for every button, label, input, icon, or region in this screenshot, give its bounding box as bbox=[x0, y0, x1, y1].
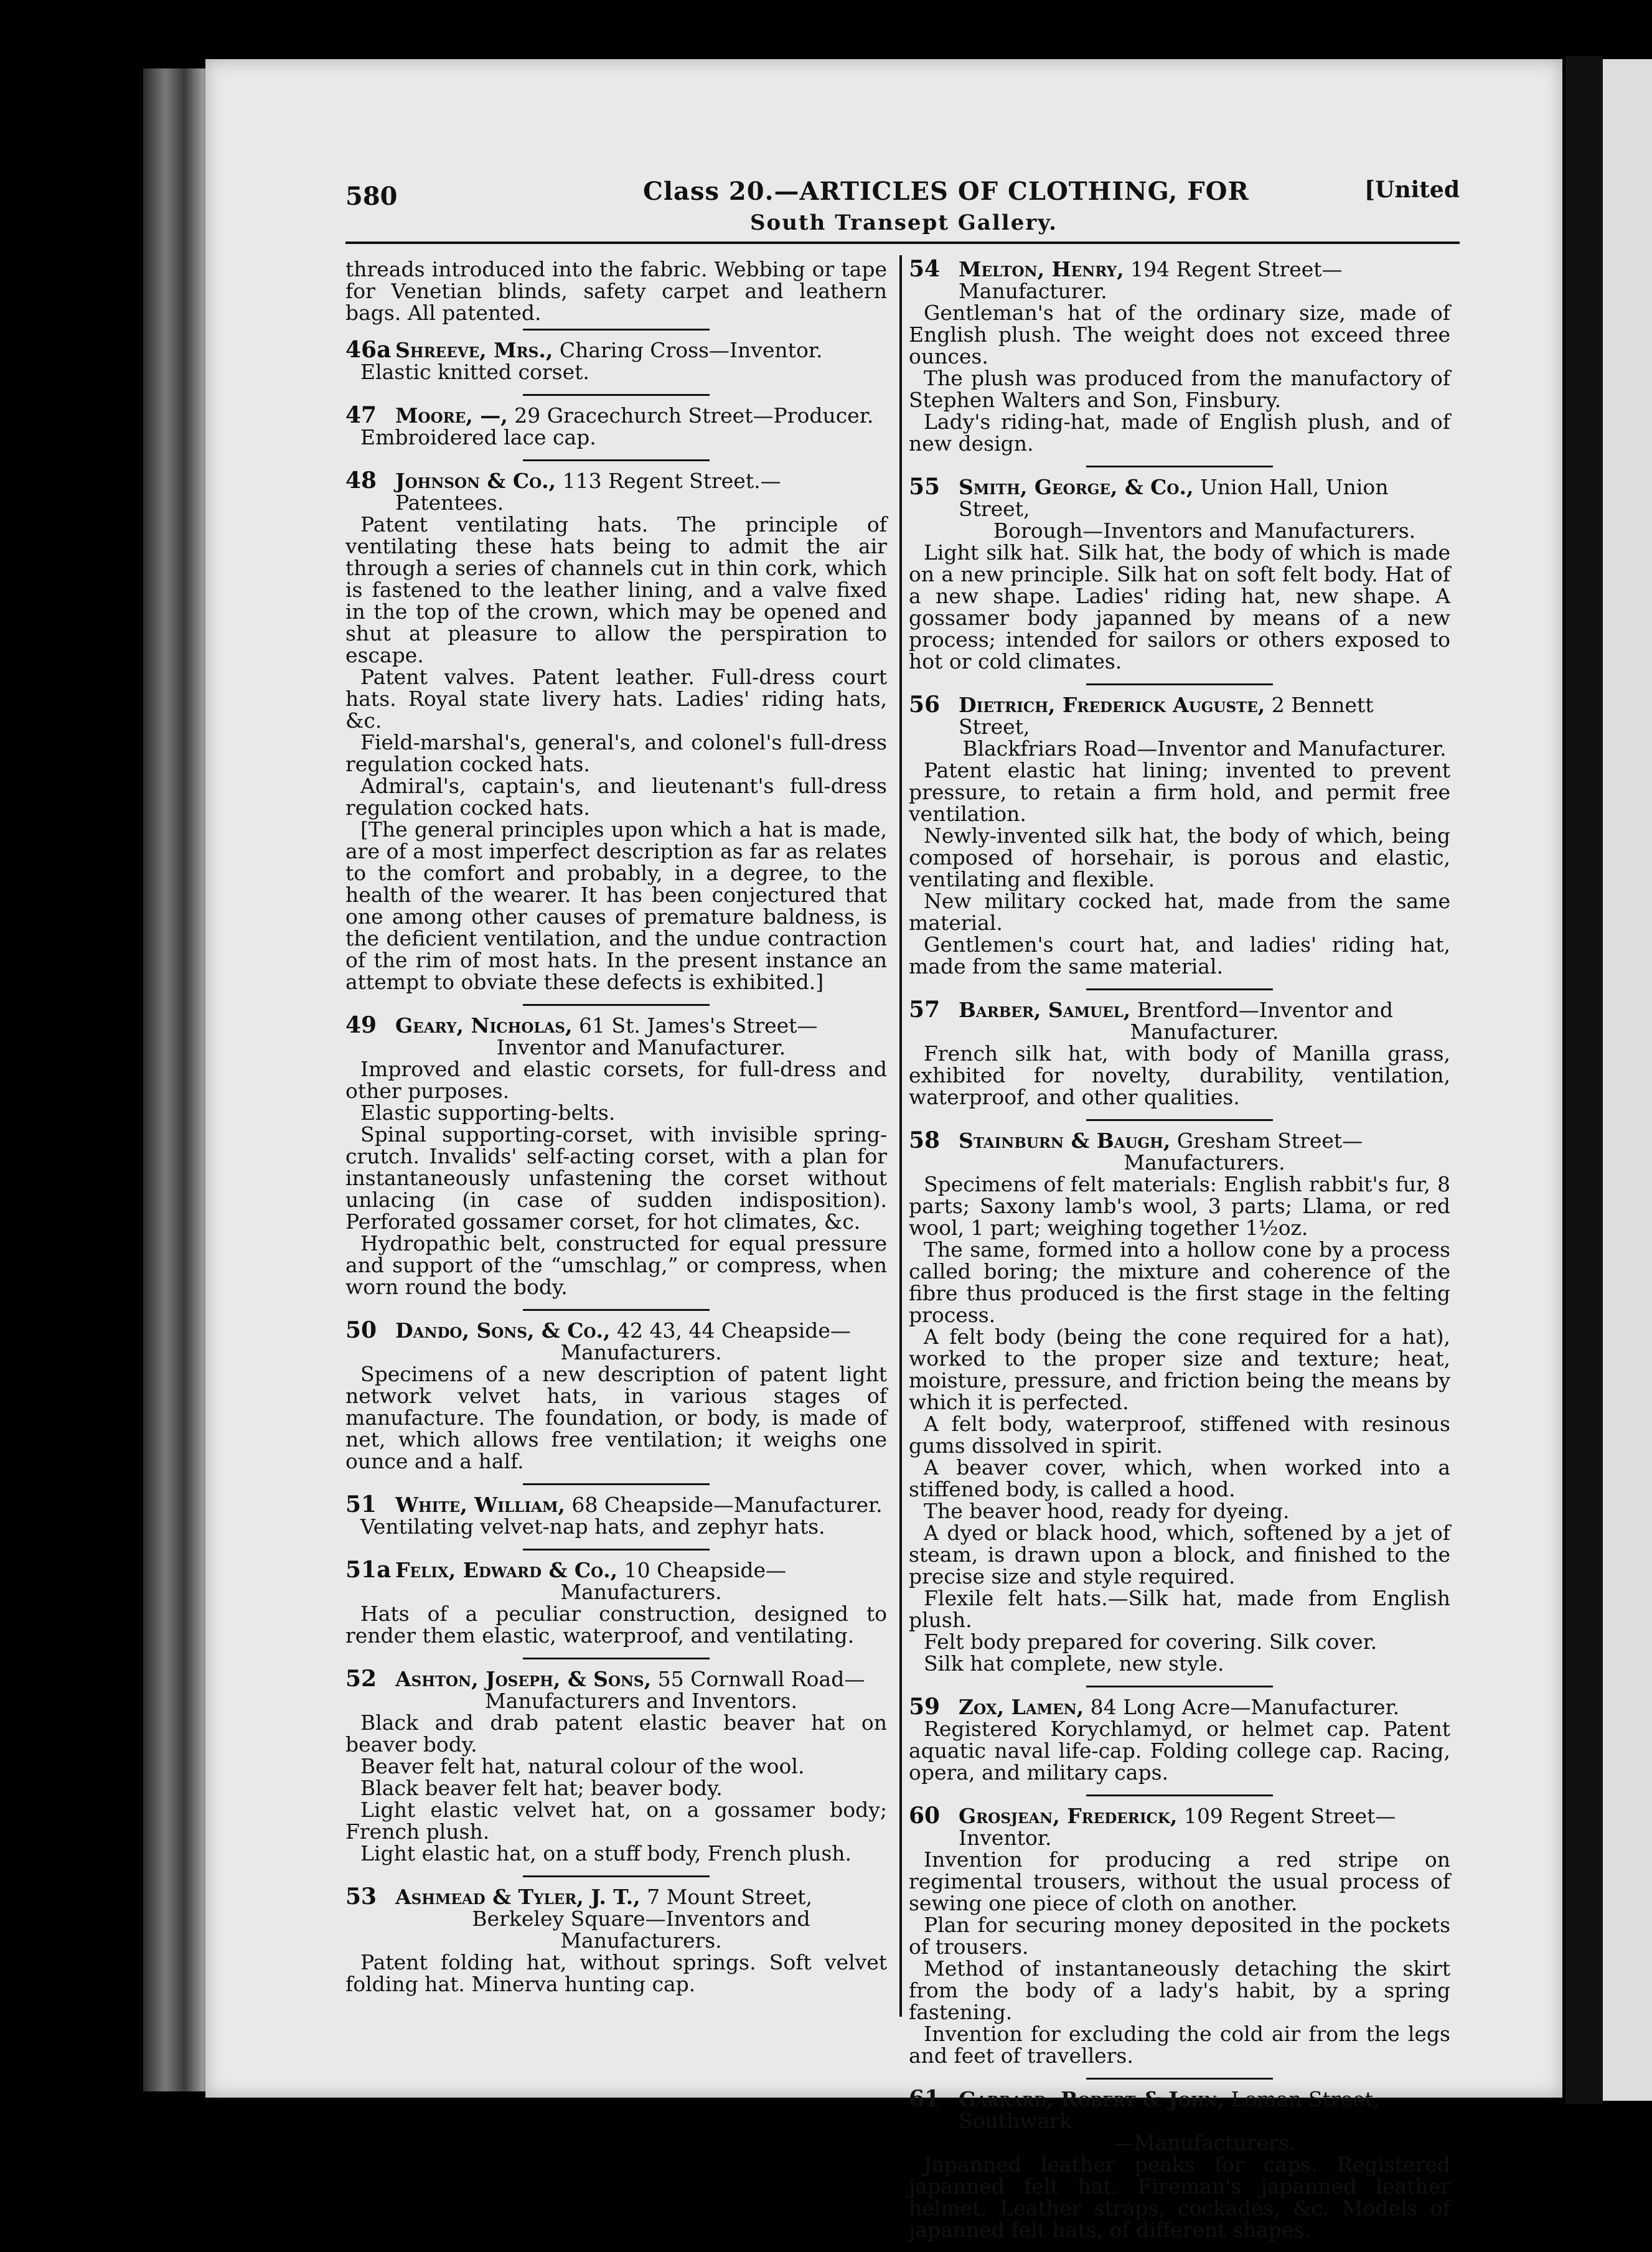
column-rule bbox=[899, 255, 902, 2017]
entry-text: Beaver felt hat, natural colour of the wool. bbox=[360, 1754, 805, 1778]
entry-text: Improved and elastic corsets, for full-dress and other purposes. bbox=[345, 1057, 887, 1103]
entry-text: A dyed or black hood, which, softened by a jet of steam, is drawn upon a block, and finished to the precise size and style required. bbox=[909, 1521, 1450, 1588]
exhibitor-name: Shreeve, Mrs., bbox=[395, 338, 553, 362]
exhibitor-address: 109 Regent Street—Inventor. bbox=[959, 1804, 1396, 1850]
exhibit-number: 58 bbox=[909, 1127, 941, 1153]
entry-text: Patent elastic hat lining; invented to prevent pressure, to retain a firm hold, and permit free ventilation. bbox=[909, 758, 1450, 826]
exhibit-entry bbox=[345, 339, 887, 383]
running-head bbox=[345, 174, 1460, 243]
exhibit-entry bbox=[909, 476, 1450, 672]
exhibitor-name: Ashton, Joseph, & Sons, bbox=[395, 1667, 652, 1691]
exhibit-entry bbox=[345, 1317, 887, 1473]
entry-heading bbox=[909, 2088, 1450, 2154]
exhibitor-address: 113 Regent Street.—Patentees. bbox=[395, 469, 781, 515]
exhibitor-address: 68 Cheapside—Manufacturer. bbox=[571, 1493, 883, 1517]
exhibitor-name: Felix, Edward & Co., bbox=[395, 1558, 618, 1582]
entry-heading bbox=[345, 1886, 887, 1951]
exhibitor-address: Gresham Street— bbox=[1176, 1128, 1363, 1153]
entry-text: Elastic knitted corset. bbox=[360, 360, 589, 384]
entry-rule bbox=[523, 459, 710, 461]
exhibitor-name: Ashmead & Tyler, J. T., bbox=[395, 1885, 641, 1909]
exhibitor-address: 42 43, 44 Cheapside— bbox=[616, 1318, 851, 1343]
entry-text: [The general principles upon which a hat is made, are of a most imperfect description as far as relates to the comfort and probably, in a degree, to the health of the wearer. It has been conjectured that one among other causes of premature baldness, is the deficient ventilation, and the undue contraction of the rim of most hats. In the present instance an attempt to obviate these defects is exhibited.] bbox=[345, 817, 887, 994]
entry-rule bbox=[523, 329, 710, 331]
exhibit-number: 54 bbox=[909, 256, 941, 282]
exhibitor-name: Barber, Samuel, bbox=[959, 998, 1131, 1022]
exhibit-number: 59 bbox=[909, 1694, 941, 1720]
exhibitor-role: Borough—Inventors and Manufacturers. bbox=[993, 518, 1416, 543]
entry-heading bbox=[909, 1127, 1450, 1175]
entry-text: Invention for producing a red stripe on regimental trousers, without the usual process of sewing one piece of cloth on another. bbox=[909, 1847, 1450, 1915]
entry-text: French silk hat, with body of Manilla grass, exhibited for novelty, durability, ventilation, waterproof, and other qualities. bbox=[909, 1041, 1450, 1109]
entry-heading bbox=[909, 1805, 1450, 1849]
exhibit-number: 61 bbox=[909, 2086, 941, 2112]
exhibitor-name: Geary, Nicholas, bbox=[395, 1013, 573, 1038]
exhibitor-role: Manufacturer. bbox=[1130, 1020, 1279, 1044]
exhibitor-role: Manufacturers and Inventors. bbox=[485, 1689, 797, 1713]
exhibit-number: 47 bbox=[345, 402, 377, 428]
entry-text: A beaver cover, which, when worked into a stiffened body, is called a hood. bbox=[909, 1455, 1450, 1501]
exhibit-entry bbox=[345, 1668, 887, 1864]
exhibit-entry bbox=[909, 2088, 1450, 2241]
entry-text: Patent folding hat, without springs. Soft velvet folding hat. Minerva hunting cap. bbox=[345, 1950, 887, 1996]
exhibitor-name: Grosjean, Frederick, bbox=[959, 1804, 1178, 1828]
entry-heading bbox=[909, 476, 1450, 542]
country-heading: [United bbox=[1364, 177, 1460, 203]
exhibitor-address: 61 St. James's Street— bbox=[578, 1013, 818, 1038]
entry-text: Newly-invented silk hat, the body of which, being composed of horsehair, is porous and elastic, ventilating and flexible. bbox=[909, 823, 1450, 891]
exhibit-number: 56 bbox=[909, 692, 941, 718]
exhibitor-role: Inventor and Manufacturer. bbox=[496, 1035, 786, 1059]
entry-heading bbox=[909, 999, 1450, 1043]
exhibit-number: 52 bbox=[345, 1666, 377, 1692]
exhibitor-address: 194 Regent Street—Manufacturer. bbox=[959, 257, 1343, 303]
continuation-text: threads introduced into the fabric. Webbing or tape for Venetian blinds, safety carpet and leathern bags. All patented. bbox=[345, 257, 887, 325]
exhibitor-address: 84 Long Acre—Manufacturer. bbox=[1090, 1695, 1400, 1719]
entry-text: Light elastic hat, on a stuff body, French plush. bbox=[360, 1841, 852, 1865]
exhibit-number: 48 bbox=[345, 467, 377, 494]
entry-rule bbox=[523, 1875, 710, 1877]
entry-text: Admiral's, captain's, and lieutenant's full-dress regulation cocked hats. bbox=[345, 774, 887, 820]
entry-rule bbox=[1086, 683, 1273, 685]
exhibitor-name: Stainburn & Baugh, bbox=[959, 1128, 1171, 1153]
exhibitor-name: Moore, —, bbox=[395, 403, 508, 428]
exhibit-number: 46a bbox=[345, 337, 392, 363]
entry-text: Field-marshal's, general's, and colonel's full-dress regulation cocked hats. bbox=[345, 730, 887, 776]
entry-heading bbox=[909, 258, 1450, 302]
entry-rule bbox=[523, 394, 710, 396]
entry-text: Lady's riding-hat, made of English plush, and of new design. bbox=[909, 410, 1450, 456]
exhibitor-name: Dando, Sons, & Co., bbox=[395, 1318, 611, 1343]
entry-heading bbox=[909, 694, 1450, 759]
entry-rule bbox=[1086, 988, 1273, 990]
entry-text: Patent ventilating hats. The principle of ventilating these hats being to admit the air through a series of channels cut in thin cork, which is fastened to the leather lining, and a valve fixed in the top of the crown, which may be opened and shut at pleasure to allow the perspiration to escape. bbox=[345, 512, 887, 667]
exhibit-entry bbox=[909, 1127, 1450, 1676]
entry-text: Black and drab patent elastic beaver hat on beaver body. bbox=[345, 1710, 887, 1757]
exhibitor-address: Loman Street, Southwark bbox=[959, 2087, 1380, 2133]
entry-text: Ventilating velvet-nap hats, and zephyr hats. bbox=[360, 1514, 825, 1539]
entry-text: Gentlemen's court hat, and ladies' riding hat, made from the same material. bbox=[909, 932, 1450, 978]
entry-heading bbox=[909, 1696, 1450, 1718]
exhibit-number: 60 bbox=[909, 1803, 941, 1829]
entry-text: Gentleman's hat of the ordinary size, made of English plush. The weight does not exceed three ounces. bbox=[909, 301, 1450, 368]
entry-rule bbox=[523, 1309, 710, 1311]
exhibitor-address: Brentford—Inventor and bbox=[1137, 998, 1394, 1022]
entry-text: Silk hat complete, new style. bbox=[924, 1651, 1224, 1676]
exhibitor-address: 55 Cornwall Road— bbox=[657, 1667, 865, 1691]
entry-rule bbox=[523, 1658, 710, 1659]
header-rule bbox=[345, 242, 1460, 244]
class-title: Class 20.—ARTICLES OF CLOTHING, FOR bbox=[643, 177, 1249, 206]
exhibitor-role: Berkeley Square—Inventors and Manufacturers. bbox=[472, 1907, 810, 1953]
exhibit-number: 51a bbox=[345, 1557, 392, 1583]
exhibitor-address: Charing Cross—Inventor. bbox=[559, 338, 823, 362]
entry-rule bbox=[1086, 2078, 1273, 2080]
exhibit-number: 49 bbox=[345, 1012, 377, 1038]
exhibit-number: 55 bbox=[909, 474, 941, 500]
entry-heading bbox=[345, 467, 887, 515]
entry-text: Embroidered lace cap. bbox=[360, 425, 596, 449]
entry-rule bbox=[523, 1004, 710, 1006]
exhibitor-name: Dietrich, Frederick Auguste, bbox=[959, 693, 1265, 717]
left-column bbox=[345, 258, 887, 2006]
entry-heading bbox=[345, 1559, 887, 1603]
entry-rule bbox=[523, 1483, 710, 1485]
exhibit-entry bbox=[345, 1559, 887, 1646]
entry-text: The beaver hood, ready for dyeing. bbox=[924, 1499, 1290, 1523]
exhibit-entry bbox=[345, 1491, 887, 1539]
exhibitor-name: Garrard, Robert & John, bbox=[959, 2087, 1225, 2111]
exhibitor-role: Manufacturers. bbox=[560, 1580, 722, 1604]
entry-heading bbox=[345, 402, 887, 428]
gallery-heading: South Transept Gallery. bbox=[750, 210, 1058, 235]
exhibitor-role: Manufacturers. bbox=[560, 1340, 722, 1364]
entry-rule bbox=[1086, 1119, 1273, 1121]
exhibitor-address: 2 Bennett Street, bbox=[959, 693, 1374, 739]
entry-heading bbox=[345, 1317, 887, 1364]
facing-page-edge bbox=[1603, 59, 1652, 2101]
exhibit-entry bbox=[345, 1012, 887, 1299]
exhibit-entry bbox=[909, 1805, 1450, 2067]
exhibitor-name: White, William, bbox=[395, 1493, 565, 1517]
exhibitor-address: 7 Mount Street, bbox=[647, 1885, 812, 1909]
entry-text: Hydropathic belt, constructed for equal pressure and support of the “umschlag,” or compress, when worn round the body. bbox=[345, 1231, 887, 1299]
exhibitor-address: Union Hall, Union Street, bbox=[959, 475, 1389, 521]
entry-text: Flexile felt hats.—Silk hat, made from English plush. bbox=[909, 1586, 1450, 1632]
entry-rule bbox=[1086, 466, 1273, 467]
exhibitor-role: —Manufacturers. bbox=[1113, 2131, 1296, 2155]
entry-text: Light silk hat. Silk hat, the body of which is made on a new principle. Silk hat on soft felt body. Hat of a new shape. Ladies' riding hat, new shape. A gossamer body japanned by means of a new process; intended for sailors or others exposed to hot or cold climates. bbox=[909, 540, 1450, 673]
entry-text: New military cocked hat, made from the same material. bbox=[909, 889, 1450, 935]
entry-text: Japanned leather peaks for caps. Registered japanned felt hat. Fireman's japanned leather helmet. Leather straps, cockades, &c. Models of japanned felt hats, of different shapes. bbox=[909, 2152, 1450, 2242]
entry-rule bbox=[523, 1549, 710, 1551]
entry-text: A felt body, waterproof, stiffened with resinous gums dissolved in spirit. bbox=[909, 1412, 1450, 1458]
entry-heading bbox=[345, 339, 887, 361]
entry-heading bbox=[345, 1012, 887, 1059]
entry-text: Specimens of felt materials: English rabbit's fur, 8 parts; Saxony lamb's wool, 3 parts; Llama, or red wool, 1 part; weighing together 1½oz. bbox=[909, 1172, 1450, 1240]
exhibitor-name: Zox, Lamen, bbox=[959, 1695, 1084, 1719]
exhibitor-name: Johnson & Co., bbox=[395, 469, 556, 493]
spine bbox=[1565, 56, 1603, 2104]
entry-rule bbox=[1086, 1795, 1273, 1796]
entry-heading bbox=[345, 1491, 887, 1518]
entry-text: Spinal supporting-corset, with invisible spring-crutch. Invalids' self-acting corset, with a plan for instantaneously unfastening the corset without unlacing (in case of sudden indisposition). Perforated gossamer corset, for hot climates, &c. bbox=[345, 1122, 887, 1234]
exhibit-number: 53 bbox=[345, 1884, 377, 1910]
exhibit-entry bbox=[345, 1886, 887, 1995]
exhibit-entry bbox=[909, 1696, 1450, 1783]
exhibit-entry bbox=[345, 402, 887, 449]
exhibitor-name: Smith, George, & Co., bbox=[959, 475, 1194, 499]
entry-text: The plush was produced from the manufactory of Stephen Walters and Son, Finsbury. bbox=[909, 366, 1450, 412]
entry-text: The same, formed into a hollow cone by a process called boring; the mixture and coherence of the fibre thus produced is the first stage in the felting process. bbox=[909, 1237, 1450, 1327]
exhibit-entry bbox=[909, 258, 1450, 454]
page-number: 580 bbox=[345, 182, 398, 211]
exhibitor-role: Blackfriars Road—Inventor and Manufacturer. bbox=[962, 736, 1447, 761]
exhibitor-role: Manufacturers. bbox=[1124, 1150, 1285, 1175]
exhibit-entry bbox=[909, 999, 1450, 1108]
entry-text: Light elastic velvet hat, on a gossamer body; French plush. bbox=[345, 1798, 887, 1844]
entry-text: A felt body (being the cone required for a hat), worked to the proper size and texture; heat, moisture, pressure, and friction being the means by which it is perfected. bbox=[909, 1325, 1450, 1414]
entry-rule bbox=[1086, 1686, 1273, 1687]
exhibit-number: 50 bbox=[345, 1317, 377, 1343]
exhibit-number: 51 bbox=[345, 1491, 377, 1518]
entry-text: Elastic supporting-belts. bbox=[360, 1100, 616, 1125]
page-content bbox=[345, 168, 1460, 2242]
exhibitor-address: 10 Cheapside— bbox=[624, 1558, 787, 1582]
right-column bbox=[909, 258, 1450, 2252]
entry-text: Method of instantaneously detaching the skirt from the body of a lady's habit, by a spring fastening. bbox=[909, 1956, 1450, 2024]
entry-text: Hats of a peculiar construction, designed to render them elastic, waterproof, and ventilating. bbox=[345, 1602, 887, 1648]
entry-text: Black beaver felt hat; beaver body. bbox=[360, 1776, 723, 1800]
exhibitor-name: Melton, Henry, bbox=[959, 257, 1124, 281]
entry-text: Invention for excluding the cold air from the legs and feet of travellers. bbox=[909, 2022, 1450, 2068]
exhibit-entry bbox=[909, 694, 1450, 977]
entry-heading bbox=[345, 1668, 887, 1712]
entry-text: Registered Korychlamyd, or helmet cap. Patent aquatic naval life-cap. Folding college cap. Racing, opera, and military caps. bbox=[909, 1717, 1450, 1785]
entry-text: Plan for securing money deposited in the pockets of trousers. bbox=[909, 1913, 1450, 1959]
entry-text: Patent valves. Patent leather. Full-dress court hats. Royal state livery hats. Ladies' riding hats, &c. bbox=[345, 665, 887, 733]
exhibit-entry bbox=[345, 467, 887, 994]
exhibitor-address: 29 Gracechurch Street—Producer. bbox=[514, 403, 874, 428]
entry-text: Specimens of a new description of patent light network velvet hats, in various stages of manufacture. The foundation, or body, is made of net, which allows free ventilation; it weighs one ounce and a half. bbox=[345, 1362, 887, 1473]
entry-text: Felt body prepared for covering. Silk cover. bbox=[924, 1630, 1377, 1654]
exhibit-number: 57 bbox=[909, 997, 941, 1023]
